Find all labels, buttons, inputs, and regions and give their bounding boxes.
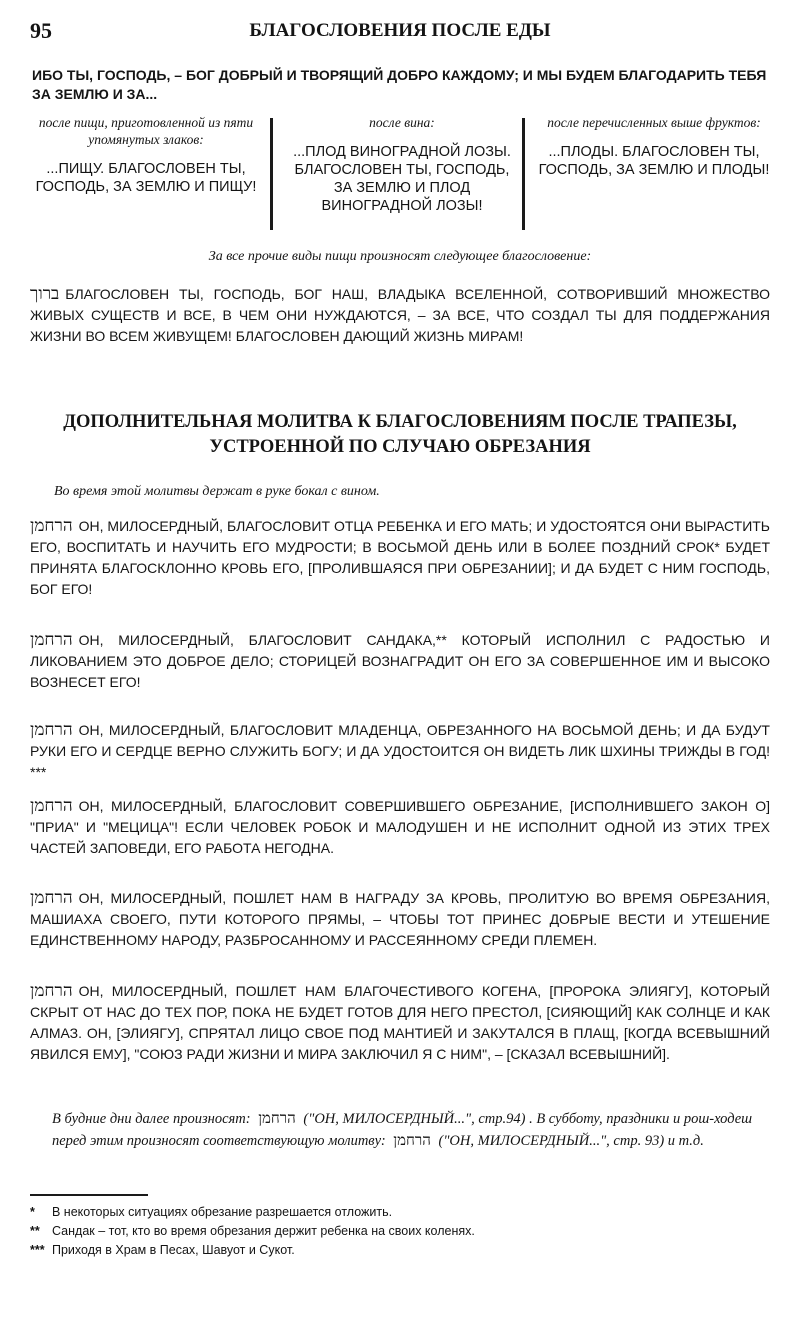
blessing-boray-nefashot (30, 284, 770, 347)
column-note: после пищи, приготовленной из пяти упомянутых злаков: (38, 115, 254, 147)
harachaman-paragraph (30, 720, 770, 783)
harachaman-paragraph (30, 981, 770, 1065)
column-divider (270, 118, 273, 230)
hebrew-keyword: הרחמן (30, 981, 73, 1001)
footnote-mark: *** (30, 1243, 45, 1257)
blessing-columns (30, 114, 770, 232)
footnote-divider (30, 1194, 148, 1196)
section-heading-line: ДОПОЛНИТЕЛЬНАЯ МОЛИТВА К БЛАГОСЛОВЕНИЯМ ПОСЛЕ ТРАПЕЗЫ, (63, 412, 737, 432)
closing-instruction (52, 1108, 770, 1152)
paragraph-text: ОН, МИЛОСЕРДНЫЙ, БЛАГОСЛОВИТ ОТЦА РЕБЕНКА И ЕГО МАТЬ; И УДОСТОЯТСЯ ОНИ ВЫРАСТИТЬ ЕГО, ВОСПИТАТЬ И НАУЧИТЬ ЕГО МУДРОСТИ; В ВОСЬМОЙ ДЕНЬ ИЛИ В БОЛЕЕ ПОЗДНИЙ СРОК* БУДЕТ ПРИНЯТА БЛАГОСКЛОННО КРОВЬ ЕГО, [ПРОЛИВШАЯСЯ ПРИ ОБРЕЗАНИИ]; И ДА БУДЕТ С НИМ ГОСПОДЬ, БОГ ЕГО! (30, 518, 770, 597)
hebrew-keyword: הרחמן (393, 1131, 431, 1149)
column-fruits (538, 114, 770, 232)
paragraph-text: ОН, МИЛОСЕРДНЫЙ, ПОШЛЕТ НАМ В НАГРАДУ ЗА КРОВЬ, ПРОЛИТУЮ ВО ВРЕМЯ ОБРЕЗАНИЯ, МАШИАХА СВОЕГО, ПУТИ КОТОРОГО ПРЯМЫ, – ЧТОБЫ ТОТ ПРИНЕС ДОБРЫЕ ВЕСТИ И УТЕШЕНИЕ ЕДИНСТВЕННОМУ НАРОДУ, РАЗБРОСАННОМУ И РАССЕЯННОМУ СРЕДИ ПЛЕМЕН. (30, 890, 770, 948)
harachaman-paragraph (30, 796, 770, 859)
harachaman-paragraph (30, 888, 770, 951)
paragraph-text: ОН, МИЛОСЕРДНЫЙ, БЛАГОСЛОВИТ СОВЕРШИВШЕГО ОБРЕЗАНИЕ, [ИСПОЛНИВШЕГО ЗАКОН О] "ПРИА" И "МЕЦИЦА"! ЕСЛИ ЧЕЛОВЕК РОБОК И МАЛОДУШЕН И НЕ ИСПОЛНИТ ОДНОЙ ИЗ ЭТИХ ТРЕХ ЧАСТЕЙ ЗАПОВЕДИ, ЕГО РАБОТА НЕГОДНА. (30, 798, 770, 856)
running-title: БЛАГОСЛОВЕНИЯ ПОСЛЕ ЕДЫ (249, 20, 551, 41)
hebrew-keyword: הרחמן (30, 888, 73, 908)
closing-text: ("ОН, МИЛОСЕРДНЫЙ...", стр. 93) и т.д. (434, 1133, 704, 1149)
footnote (30, 1203, 770, 1222)
instruction-cup: Во время этой молитвы держат в руке бокал с вином. (54, 484, 380, 499)
instruction-other-foods: За все прочие виды пищи произносят следующее благословение: (208, 249, 592, 264)
footnote-mark: * (30, 1205, 35, 1219)
footnote-text: Сандак – тот, кто во время обрезания держит ребенка на своих коленях. (52, 1224, 475, 1238)
section-heading-line: УСТРОЕННОЙ ПО СЛУЧАЮ ОБРЕЗАНИЯ (209, 437, 591, 457)
intro-text: ИБО ТЫ, ГОСПОДЬ, – БОГ ДОБРЫЙ И ТВОРЯЩИЙ ДОБРО КАЖДОМУ; И МЫ БУДЕМ БЛАГОДАРИТЬ ТЕБЯ ЗА ЗЕМЛЮ И ЗА... (32, 67, 767, 102)
footnotes (30, 1203, 770, 1260)
footnote-text: Приходя в Храм в Песах, Шавуот и Сукот. (52, 1243, 295, 1257)
page-number: 95 (30, 18, 52, 43)
hebrew-keyword: הרחמן (30, 720, 73, 740)
footnote (30, 1241, 770, 1260)
column-note: после перечисленных выше фруктов: (547, 115, 761, 130)
footnote-mark: ** (30, 1224, 40, 1238)
harachaman-paragraph (30, 630, 770, 693)
footnote (30, 1222, 770, 1241)
column-text: ...ПИЩУ. БЛАГОСЛОВЕН ТЫ, ГОСПОДЬ, ЗА ЗЕМЛЮ И ПИЩУ! (35, 161, 257, 195)
paragraph-text: ОН, МИЛОСЕРДНЫЙ, БЛАГОСЛОВИТ САНДАКА,** КОТОРЫЙ ИСПОЛНИЛ С РАДОСТЬЮ И ЛИКОВАНИЕМ ЭТО ДОБРОЕ ДЕЛО; СТОРИЦЕЙ ВОЗНАГРАДИТ ОН ЕГО ЗА СОВЕРШЕННОЕ ИМ И ВЫСОКО ВОЗНЕСЕТ ЕГО! (30, 632, 770, 690)
paragraph-text: ОН, МИЛОСЕРДНЫЙ, ПОШЛЕТ НАМ БЛАГОЧЕСТИВОГО КОГЕНА, [ПРОРОКА ЭЛИЯГУ], КОТОРЫЙ СКРЫТ ОТ НАС ДО ТЕХ ПОР, ПОКА НЕ БУДЕТ ГОТОВ ДЛЯ НЕГО ПРЕСТОЛ, [СИЯЮЩИЙ] КАК СОЛНЦЕ И КАК АЛМАЗ. ОН, [ЭЛИЯГУ], СПРЯТАЛ ЛИЦО СВОЕ ПОД МАНТИЕЙ И ЗАКУТАЛСЯ В ПЛАЩ, [КОГДА ВСЕВЫШНИЙ ЯВИЛСЯ ЕМУ], "СОЮЗ РАДИ ЖИЗНИ И МИРА ЗАКЛЮЧИЛ Я С НИМ", – [СКАЗАЛ ВСЕВЫШНИЙ]. (30, 983, 770, 1062)
column-note: после вина: (369, 115, 435, 130)
paragraph-text: БЛАГОСЛОВЕН ТЫ, ГОСПОДЬ, БОГ НАШ, ВЛАДЫКА ВСЕЛЕННОЙ, СОТВОРИВШИЙ МНОЖЕСТВО ЖИВЫХ СУЩЕСТВ И ВСЕ, В ЧЕМ ОНИ НУЖДАЮТСЯ, – ЗА ВСЕ, ЧТО СОЗДАЛ ТЫ ДЛЯ ПОДДЕРЖАНИЯ ЖИЗНИ ВО ВСЕМ ЖИВУЩЕМ! БЛАГОСЛОВЕН ДАЮЩИЙ ЖИЗНЬ МИРАМ! (30, 286, 770, 344)
hebrew-keyword: הרחמן (258, 1109, 296, 1127)
footnote-text: В некоторых ситуациях обрезание разрешается отложить. (52, 1205, 393, 1219)
column-grain (30, 114, 262, 232)
hebrew-keyword: הרחמן (30, 796, 73, 816)
column-wine (286, 114, 518, 232)
column-text: ...ПЛОДЫ. БЛАГОСЛОВЕН ТЫ, ГОСПОДЬ, ЗА ЗЕМЛЮ И ПЛОДЫ! (538, 144, 770, 178)
paragraph-text: ОН, МИЛОСЕРДНЫЙ, БЛАГОСЛОВИТ МЛАДЕНЦА, ОБРЕЗАННОГО НА ВОСЬМОЙ ДЕНЬ; И ДА БУДУТ РУКИ ЕГО И СЕРДЦЕ ВЕРНО СЛУЖИТЬ БОГУ; И ДА УДОСТОИТСЯ ОН ВИДЕТЬ ЛИК ШХИНЫ ТРИЖДЫ В ГОД! *** (30, 722, 770, 780)
section-heading (30, 410, 770, 460)
column-text: ...ПЛОД ВИНОГРАДНОЙ ЛОЗЫ. БЛАГОСЛОВЕН ТЫ, ГОСПОДЬ, ЗА ЗЕМЛЮ И ПЛОД ВИНОГРАДНОЙ ЛОЗЫ! (293, 144, 511, 214)
column-divider (522, 118, 525, 230)
hebrew-keyword: הרחמן (30, 630, 73, 650)
hebrew-keyword: ברוך (30, 284, 60, 304)
closing-text: ("ОН, МИЛОСЕРДНЫЙ...", стр.94) . В субботу, праздники и рош-ходеш перед этим произносят соответствующую молитву: (52, 1111, 753, 1149)
closing-text: В будние дни далее произносят: (52, 1111, 255, 1127)
page-header (30, 18, 770, 58)
harachaman-paragraph (30, 516, 770, 600)
hebrew-keyword: הרחמן (30, 516, 73, 536)
